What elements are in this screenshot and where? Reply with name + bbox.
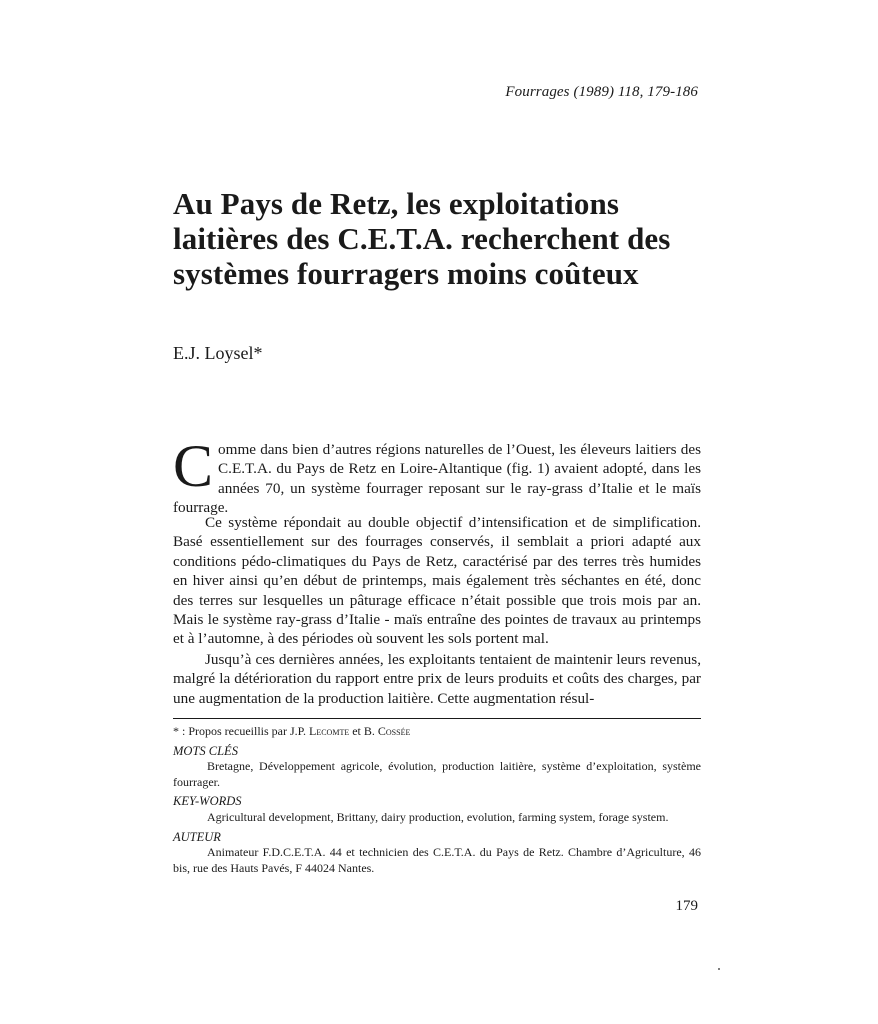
paragraph-intro-text: omme dans bien d’autres régions naturelles de l’Ouest, les éleveurs laitiers des C.E.T.A. du Pays de Retz en Loire-Altantique (fig. 1) avaient adopté, dans les années 70, un système fourrager reposant sur le ray-grass d’Italie et le maïs fourrage. xyxy=(173,441,701,517)
article-title: Au Pays de Retz, les exploitations laitières des C.E.T.A. recherchent des systèmes fourragers moins coûteux xyxy=(173,186,671,291)
drop-cap: C xyxy=(173,433,214,499)
keywords-label: KEY-WORDS xyxy=(173,794,242,809)
paragraph-revenue: Jusqu’à ces dernières années, les exploitants tentaient de maintenir leurs revenus, malgré la détérioration du rapport entre prix de leurs produits et coûts des charges, par une augmentation de la production laitière. Cette augmentation résul- xyxy=(173,651,701,707)
auteur-label: AUTEUR xyxy=(173,829,221,844)
footnote-divider xyxy=(173,718,701,719)
mots-cles-text: Bretagne, Développement agricole, évolution, production laitière, système d’exploitation, système fourrager. xyxy=(173,759,701,789)
auteur-text: Animateur F.D.C.E.T.A. 44 et technicien des C.E.T.A. du Pays de Retz. Chambre d’Agriculture, 46 bis, rue des Hauts Pavés, F 44024 Nantes. xyxy=(173,845,701,875)
footnote-name-cossee: Cossée xyxy=(377,724,411,738)
footnote-interview xyxy=(173,724,701,740)
footnote-interview-mid: et B. xyxy=(349,724,378,738)
paragraph-intro xyxy=(173,433,701,518)
author-line: E.J. Loysel* xyxy=(173,343,263,363)
footnote-name-lecomte: Lecomte xyxy=(309,724,350,738)
page-number: 179 xyxy=(675,898,698,914)
journal-reference: Fourrages (1989) 118, 179-186 xyxy=(505,84,698,100)
mots-cles-label: MOTS CLÉS xyxy=(173,743,238,758)
keywords-text: Agricultural development, Brittany, dairy production, evolution, farming system, forage system. xyxy=(207,809,669,824)
footnotes xyxy=(173,724,701,876)
paragraph-system: Ce système répondait au double objectif d’intensification et de simplification. Basé essentiellement sur des fourrages conservés, il semblait a priori adapté aux conditions pédo-climatiques du Pays de Retz, caractérisé par des terres très humides en hiver ainsi qu’en début de printemps, mais également très séchantes en été, donc des terres sur lesquelles un pâturage efficace n’était possible que trois mois par an. Mais le système ray-grass d’Italie - maïs entraîne des pointes de travaux au printemps et à l’automne, à des périodes où souvent les sols portent mal. xyxy=(173,514,701,648)
scan-speck xyxy=(718,968,720,970)
footnote-interview-prefix: * : Propos recueillis par J.P. xyxy=(173,724,309,738)
